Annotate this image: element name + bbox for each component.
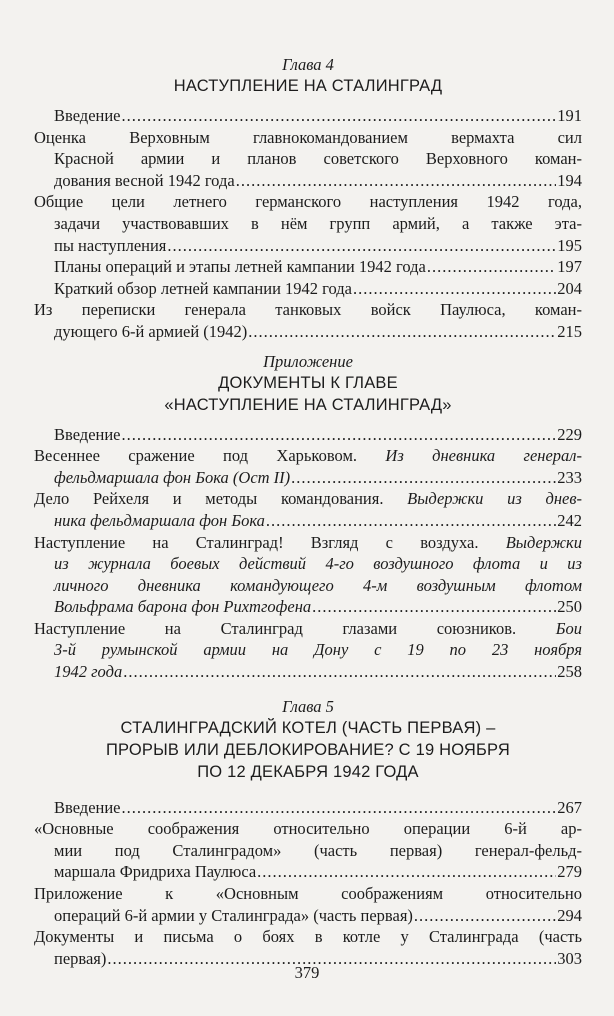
appendix-entry[interactable]: [34, 488, 582, 531]
leader-dots: [123, 661, 556, 683]
entry-text-line: Документы и письма о боях в котле у Сталинграда (часть: [34, 927, 582, 947]
entry-text-line: задачи участвовавших в нём групп армий, а также эта-: [54, 213, 582, 233]
entry-text-line: Из переписки генерала танковых войск Паулюса, коман-: [34, 300, 582, 320]
chapter-5-entry[interactable]: [34, 797, 582, 819]
entry-text-line: [54, 553, 582, 575]
leader-dots: [122, 105, 557, 127]
entry-text: дующего 6-й армией (1942): [54, 321, 248, 341]
appendix-entry[interactable]: [34, 532, 582, 618]
entry-text-segment: Наступление на Сталинград! Взгляд с воздуха.: [34, 532, 506, 552]
entry-page-number: 194: [557, 170, 582, 190]
chapter-5-entries: [34, 797, 582, 970]
chapter-4-entry[interactable]: [34, 127, 582, 192]
chapter-4-entries: [34, 105, 582, 343]
entry-page-number: 204: [557, 278, 582, 298]
entry-last-line: [54, 861, 582, 883]
leader-dots: [291, 467, 556, 489]
entry-page-number: 191: [557, 106, 582, 125]
entry-text: [54, 510, 265, 532]
leader-dots: [353, 278, 556, 300]
entry-page-number: 258: [557, 662, 582, 682]
entry-text-segment: фельдмаршала фон Бока (Ост II): [54, 467, 291, 487]
appendix-title-line-1: ДОКУМЕНТЫ К ГЛАВЕ: [218, 373, 398, 392]
chapter-5-title-line-2: ПРОРЫВ ИЛИ ДЕБЛОКИРОВАНИЕ? С 19 НОЯБРЯ: [105, 740, 511, 759]
entry-page-number: 294: [557, 905, 582, 925]
entry-last-line: [54, 905, 582, 927]
chapter-5-entry[interactable]: [34, 818, 582, 883]
entry-text-line: мии под Сталинградом» (часть первая) генерал-фельд-: [54, 840, 582, 860]
chapter-5-label: Глава 5: [282, 696, 334, 716]
entry-page-number: 279: [557, 862, 582, 882]
entry-last-line: [54, 510, 582, 532]
entry-text-segment: Бои: [555, 618, 582, 638]
page-number: 379: [294, 963, 320, 982]
entry-text-line: [34, 445, 583, 467]
entry-text-line: [34, 488, 583, 510]
chapter-4-label: Глава 4: [282, 55, 334, 74]
entry-text-line: [54, 575, 582, 597]
entry-text-segment: ника фельдмаршала фон Бока: [54, 510, 265, 530]
entry-text-segment: Введение: [54, 424, 121, 444]
entry-text: [54, 661, 122, 683]
leader-dots: [257, 861, 556, 883]
toc-page: [34, 54, 582, 969]
entry-last-line: [54, 661, 582, 683]
appendix-entry[interactable]: [34, 424, 582, 446]
entry-text-segment: Выдержки из днев-: [407, 489, 583, 509]
appendix-entry[interactable]: [34, 618, 582, 683]
leader-dots: [122, 797, 557, 819]
leader-dots: [414, 905, 556, 927]
entry-page-number: 197: [557, 257, 582, 277]
entry-text-line: Оценка Верховным главнокомандованием вермахта сил: [34, 127, 582, 147]
entry-text: [54, 424, 121, 446]
leader-dots: [266, 510, 556, 532]
entry-last-line: [54, 797, 582, 819]
appendix-title-line-2: «НАСТУПЛЕНИЕ НА СТАЛИНГРАД»: [164, 395, 452, 414]
entry-page-number: 250: [557, 597, 582, 617]
entry-text-segment: 3-й румынской армии на Дону с 19 по 23 ноября: [54, 640, 582, 660]
chapter-4-entry[interactable]: [34, 191, 582, 256]
entry-text-segment: Вольфрама барона фон Рихтгофена: [54, 597, 312, 617]
entry-page-number: 303: [557, 948, 582, 968]
entry-text-line: [54, 639, 582, 661]
entry-text: операций 6-й армии у Сталинграда» (часть первая): [54, 905, 413, 925]
chapter-4-entry[interactable]: [34, 256, 582, 278]
entry-text-line: Приложение к «Основным соображениям относительно: [34, 884, 582, 904]
appendix-entries: [34, 424, 582, 683]
chapter-4-entry[interactable]: [34, 299, 582, 342]
entry-text-segment: Дело Рейхеля и методы командования.: [34, 489, 408, 509]
chapter-4-title: НАСТУПЛЕНИЕ НА СТАЛИНГРАД: [173, 77, 443, 95]
entry-last-line: [54, 170, 582, 192]
entry-text-line: Красной армии и планов советского Верховного коман-: [54, 149, 582, 169]
entry-text: Планы операций и этапы летней кампании 1942 года: [54, 257, 426, 277]
chapter-5-entry[interactable]: [34, 883, 582, 926]
entry-text: Введение: [54, 797, 121, 817]
entry-text: Введение: [54, 106, 121, 125]
leader-dots: [312, 596, 556, 618]
entry-page-number: 233: [557, 467, 582, 487]
entry-last-line: [54, 256, 582, 278]
chapter-5-title-line-1: СТАЛИНГРАДСКИЙ КОТЕЛ (ЧАСТЬ ПЕРВАЯ) –: [120, 718, 496, 737]
appendix-label: Приложение: [263, 351, 353, 371]
chapter-4-entry[interactable]: [34, 278, 582, 300]
entry-text: первая): [54, 948, 107, 968]
entry-text: дования весной 1942 года: [54, 170, 235, 190]
entry-text-segment: 1942 года: [54, 662, 123, 682]
entry-text: Краткий обзор летней кампании 1942 года: [54, 278, 353, 298]
entry-page-number: 267: [557, 797, 582, 817]
entry-text-segment: Наступление на Сталинград глазами союзников.: [34, 618, 556, 638]
leader-dots: [122, 424, 557, 446]
entry-page-number: 195: [557, 235, 582, 255]
chapter-4-entry[interactable]: [34, 105, 582, 127]
entry-text-line: [34, 618, 582, 640]
entry-text: маршала Фридриха Паулюса: [54, 862, 257, 882]
entry-text: пы наступления: [54, 235, 167, 255]
entry-last-line: [54, 424, 582, 446]
entry-page-number: 242: [557, 510, 582, 530]
entry-text-segment: Из дневника генерал-: [385, 446, 583, 466]
entry-text-line: [34, 532, 582, 554]
leader-dots: [167, 235, 556, 257]
entry-last-line: [54, 321, 582, 343]
entry-last-line: [54, 235, 582, 257]
entry-text-line: «Основные соображения относительно операции 6-й ар-: [34, 819, 582, 839]
entry-text-segment: личного дневника командующего 4-м воздушным флотом: [54, 575, 582, 595]
entry-text-segment: из журнала боевых действий 4-го воздушного флота и из: [54, 554, 582, 574]
entry-text-segment: Выдержки: [505, 532, 582, 552]
entry-page-number: 229: [557, 424, 582, 444]
leader-dots: [248, 321, 556, 343]
entry-last-line: [54, 105, 582, 127]
entry-page-number: 215: [557, 321, 582, 341]
entry-text: [54, 467, 290, 489]
entry-text-segment: Весеннее сражение под Харьковом.: [34, 446, 386, 466]
entry-last-line: [54, 278, 582, 300]
entry-last-line: [54, 596, 582, 618]
leader-dots: [427, 256, 556, 278]
entry-text-line: Общие цели летнего германского наступления 1942 года,: [34, 192, 582, 212]
leader-dots: [236, 170, 557, 192]
entry-last-line: [54, 467, 582, 489]
appendix-entry[interactable]: [34, 445, 582, 488]
chapter-5-title-line-3: ПО 12 ДЕКАБРЯ 1942 ГОДА: [197, 762, 419, 781]
entry-text: [54, 596, 311, 618]
